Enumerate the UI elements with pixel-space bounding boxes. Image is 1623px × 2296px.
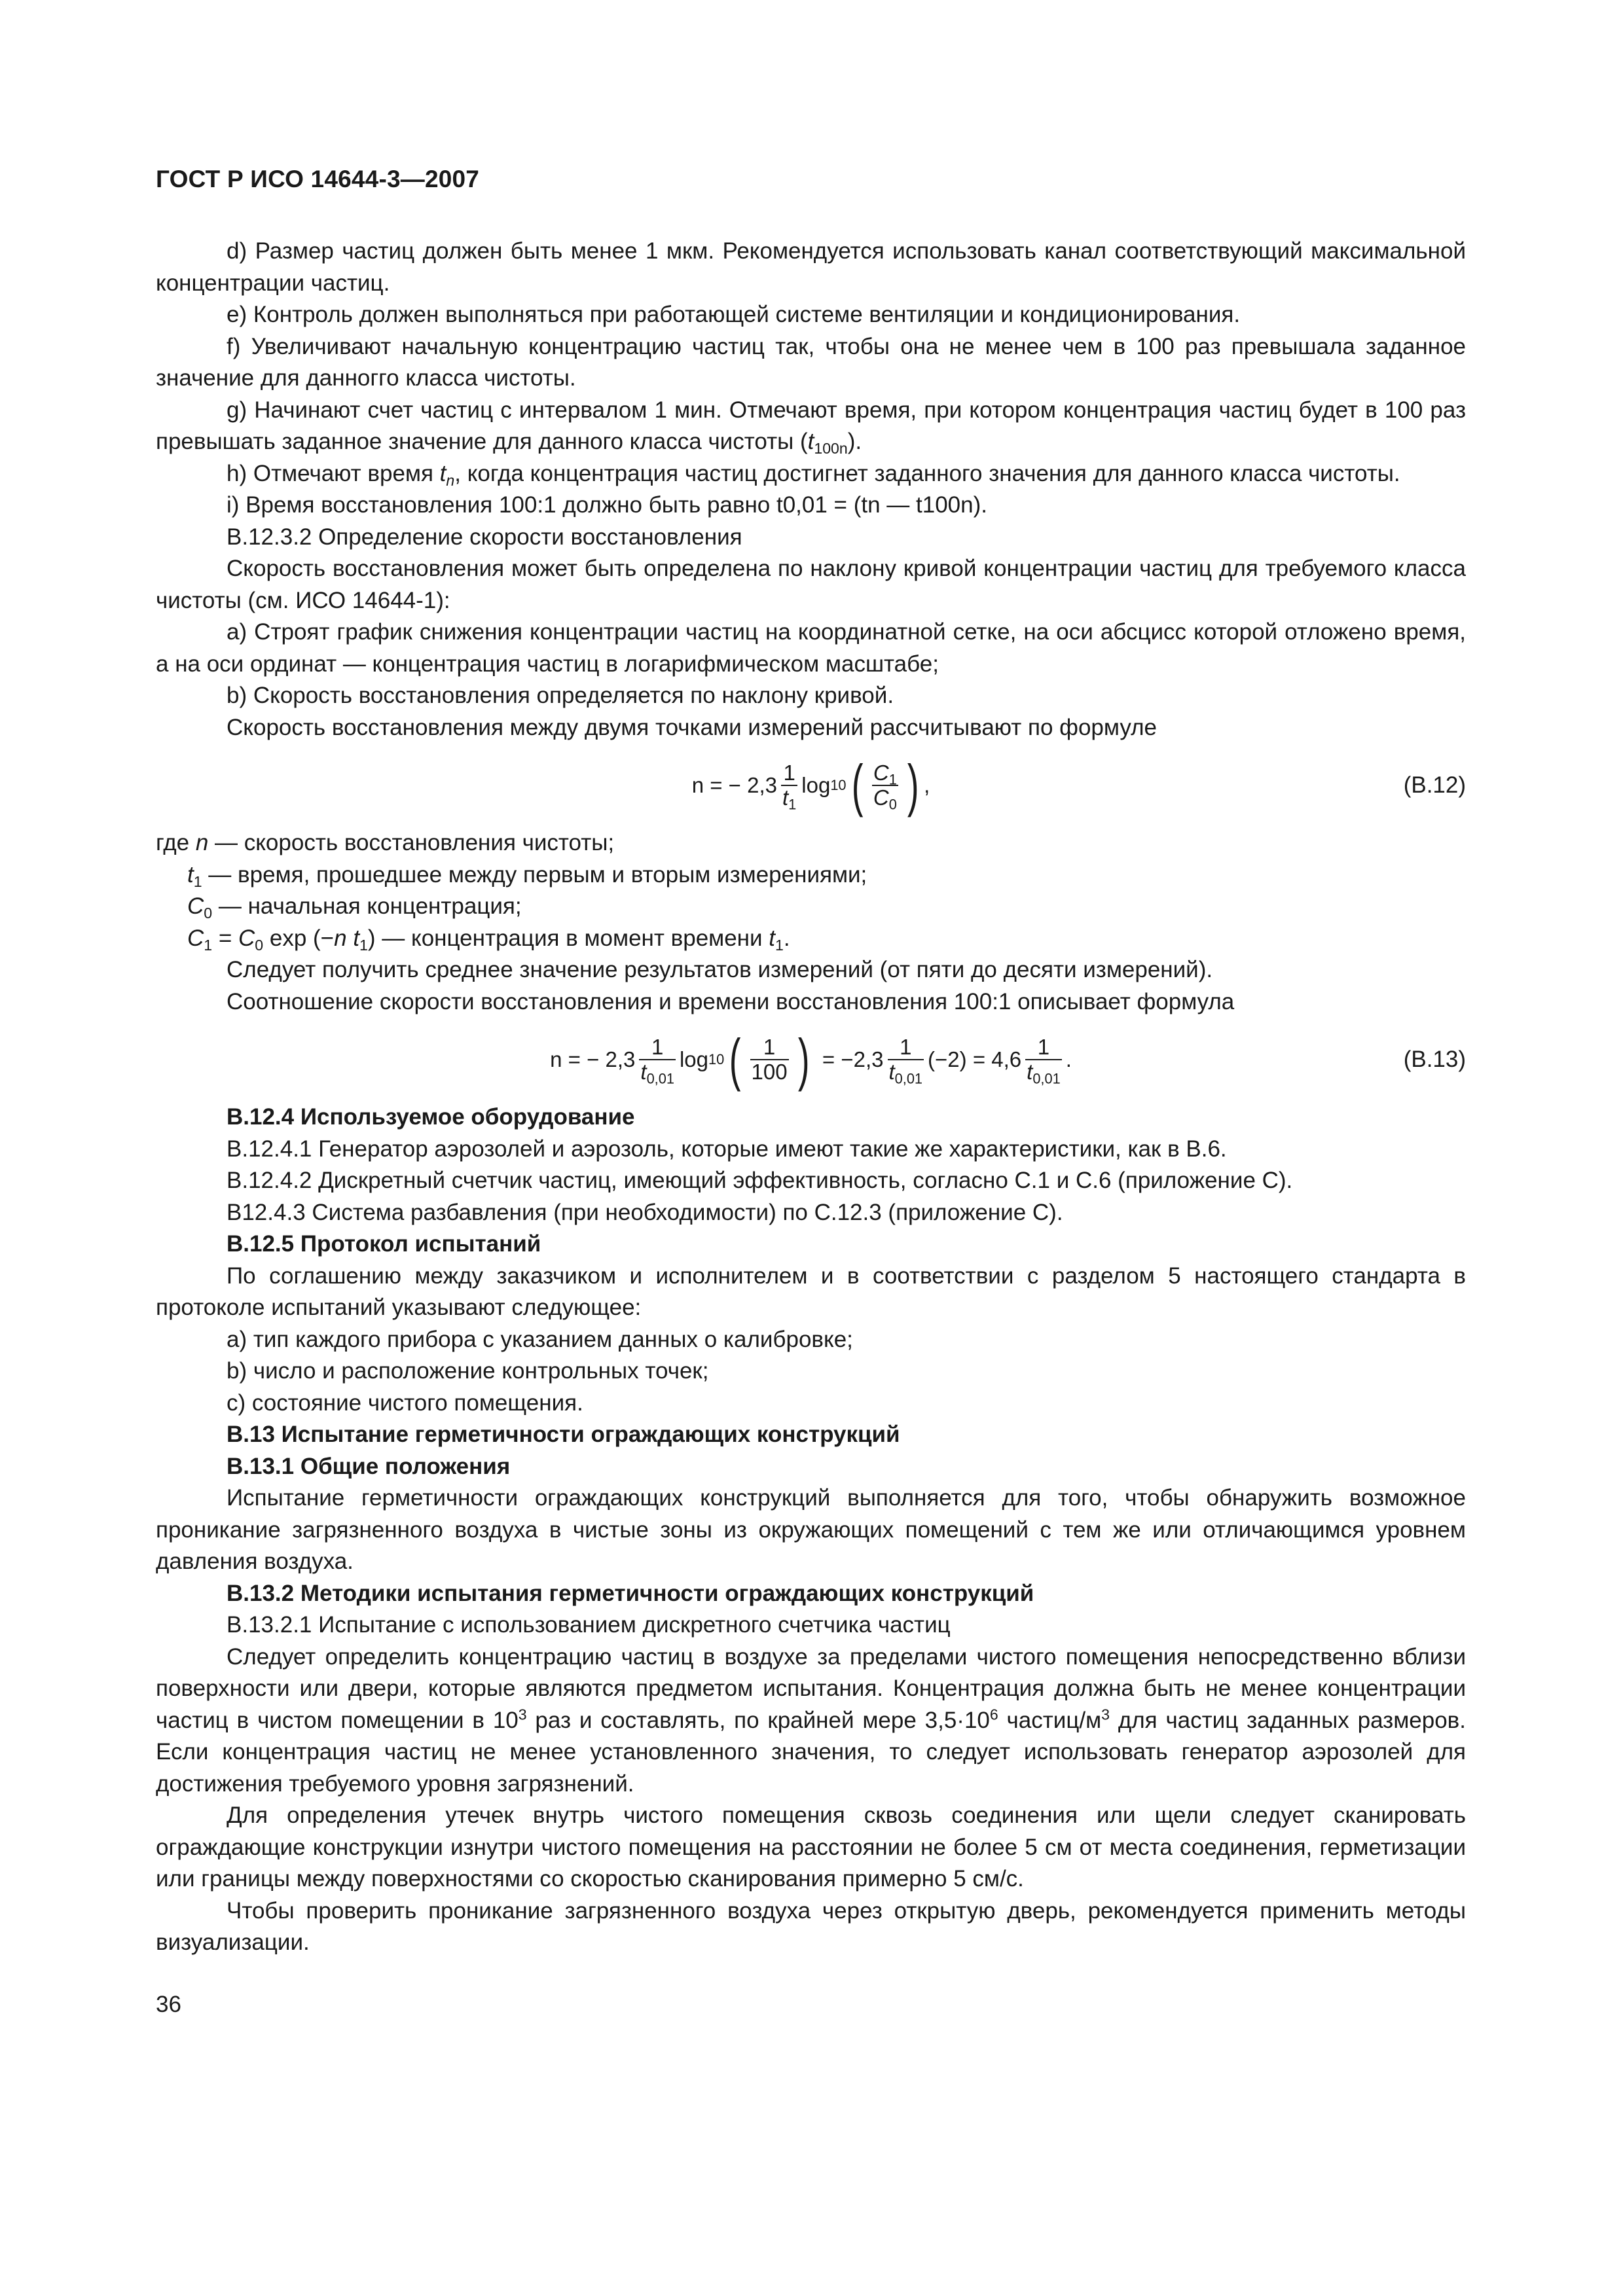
section-b131-heading: B.13.1 Общие положения xyxy=(227,1453,511,1479)
paragraph-e: e) Контроль должен выполняться при работающей системе вентиляции и кондиционирования. xyxy=(227,302,1241,327)
paragraph-ratio-intro: Соотношение скорости восстановления и времени восстановления 100:1 описывает формула xyxy=(227,988,1235,1014)
paragraph-a-graph: a) Строят график снижения концентрации частиц на координатной сетке, на оси абсцисс которой отложено время, а на оси ординат — концентрация частиц в логарифмическом масштабе; xyxy=(156,619,1466,677)
definition-c0: $C_0$ — начальная концентрация; xyxy=(187,893,522,922)
paragraph-formula-intro: Скорость восстановления между двумя точками измерений рассчитывают по формуле xyxy=(227,714,1157,740)
b1321-para2: Для определения утечек внутрь чистого помещения сквозь соединения или щели следует сканировать ограждающие конструкции изнутри чистого помещения на расстоянии не более 5 см от места соединения, герметизации или границы между поверхностями со скоростью сканирования примерно 5 см/с. xyxy=(156,1803,1466,1892)
fraction-c1-over-c0: $\frac{C_1}{C_0}$ xyxy=(873,761,897,813)
b1242-item: B.12.4.2 Дискретный счетчик частиц, имеющий эффективность, согласно C.1 и C.6 (приложение C). xyxy=(227,1168,1293,1193)
b131-text: Испытание герметичности ограждающих конструкций выполняется для того, чтобы обнаружить возможное проникание загрязненного воздуха в чистые зоны из окружающих помещений с тем же или отличающимся уровнем давления воздуха. xyxy=(156,1485,1466,1574)
b1321-para1: Следует определить концентрацию частиц в воздухе за пределами чистого помещения непосредственно вблизи поверхности или двери, которые являются предметом испытания. Концентрация должна быть не менее концентрации частиц в чистом помещении в $10^3$ раз и составлять, по крайней мере $3,5\cdot 10^6$ частиц/$м^3$ для частиц заданных размеров. Если концентрация частиц не менее установленного значения, то следует использовать генератор аэрозолей для достижения требуемого уровня загрязнений. xyxy=(156,1643,1466,1797)
b1321-item: B.13.2.1 Испытание с использованием дискретного счетчика частиц xyxy=(227,1612,951,1638)
b125-item-b: b) число и расположение контрольных точек; xyxy=(227,1358,709,1384)
formula-b12-expression: n = − 2,3 $\frac{1}{t_1}$ log 10 ( $\frac{C_1}{C_0}$ ) , xyxy=(691,753,930,817)
definition-t1: $t_1$ — время, прошедшее между первым и вторым измерениями; xyxy=(187,861,867,890)
paragraph-d: d) Размер частиц должен быть менее 1 мкм. Рекомендуется использовать канал соответствующий максимальной концентрации частиц. xyxy=(156,238,1466,296)
section-b124-heading: B.12.4 Используемое оборудование xyxy=(227,1104,635,1130)
paragraph-recovery-rate: Скорость восстановления может быть определена по наклону кривой концентрации частиц для требуемого класса чистоты (см. ИСО 14644-1): xyxy=(156,556,1466,613)
paragraph-h: h) Отмечают время $t_n$, когда концентрация частиц достигнет заданного значения для данного класса чистоты. xyxy=(227,460,1400,489)
recovery-time-formula: t0,01 = (tn — t100n). xyxy=(776,492,987,518)
formula-b13 xyxy=(156,1018,1466,1102)
paragraph-g: g) Начинают счет частиц с интервалом 1 мин. Отмечают время, при котором концентрация частиц будет в 100 раз превышать заданное значение для данного класса чистоты $(t_{100n})$. xyxy=(156,397,1466,457)
definition-c1: $C_1 = C_0$ exp (−n $t_1$) — концентрация в момент времени $t_1$. xyxy=(187,925,790,954)
paragraph-f: f) Увеличивают начальную концентрацию частиц так, чтобы она не менее чем в 100 раз превышала заданное значение для данногго класса чистоты. xyxy=(156,333,1466,391)
document-header: ГОСТ Р ИСО 14644-3—2007 xyxy=(156,166,480,192)
definitions-list xyxy=(156,827,1466,954)
formula-b13-expression: n = − 2,3 $\frac{1}{t_{0,01}}$ log 10 ( $\frac{1}{100}$ ) = −2,3 $\frac{1}{t_{0,01}}$ (−2) = 4,6 $\frac{1}{t_{0,01}}$ . xyxy=(550,1027,1072,1092)
paragraph-b-slope: b) Скорость восстановления определяется по наклону кривой. xyxy=(227,683,894,708)
formula-b12 xyxy=(156,744,1466,827)
subsection-b1232-title: B.12.3.2 Определение скорости восстановления xyxy=(227,524,742,550)
formula-b13-number: (B.13) xyxy=(1403,1046,1466,1072)
formula-b12-number: (B.12) xyxy=(1403,772,1466,798)
paragraph-i: i) Время восстановления 100:1 должно быть равно t0,01 = (tn — t100n). xyxy=(227,492,987,518)
b1321-para3: Чтобы проверить проникание загрязненного воздуха через открытую дверь, рекомендуется применить методы визуализации. xyxy=(156,1897,1466,1955)
paragraph-average: Следует получить среднее значение результатов измерений (от пяти до десяти измерений). xyxy=(227,957,1213,982)
fraction-1-over-t1: $\frac{1}{t_1}$ xyxy=(782,761,797,813)
definition-n: где n — скорость восстановления чистоты; xyxy=(156,830,615,855)
b1243-item: B12.4.3 Система разбавления (при необходимости) по C.12.3 (приложение C). xyxy=(227,1199,1063,1225)
b125-intro: По соглашению между заказчиком и исполнителем и в соответствии с разделом 5 настоящего стандарта в протоколе испытаний указывают следующее: xyxy=(156,1263,1466,1320)
section-b132-heading: B.13.2 Методики испытания герметичности ограждающих конструкций xyxy=(227,1580,1034,1606)
page-number: 36 xyxy=(156,1991,181,2017)
b1241-item: B.12.4.1 Генератор аэрозолей и аэрозоль, которые имеют такие же характеристики, как в B.6. xyxy=(227,1136,1227,1162)
b125-item-c: c) состояние чистого помещения. xyxy=(227,1390,583,1416)
section-b13-heading: B.13 Испытание герметичности ограждающих конструкций xyxy=(227,1422,900,1447)
section-b125-heading: B.12.5 Протокол испытаний xyxy=(227,1231,541,1257)
b125-item-a: a) тип каждого прибора с указанием данных о калибровке; xyxy=(227,1326,853,1352)
